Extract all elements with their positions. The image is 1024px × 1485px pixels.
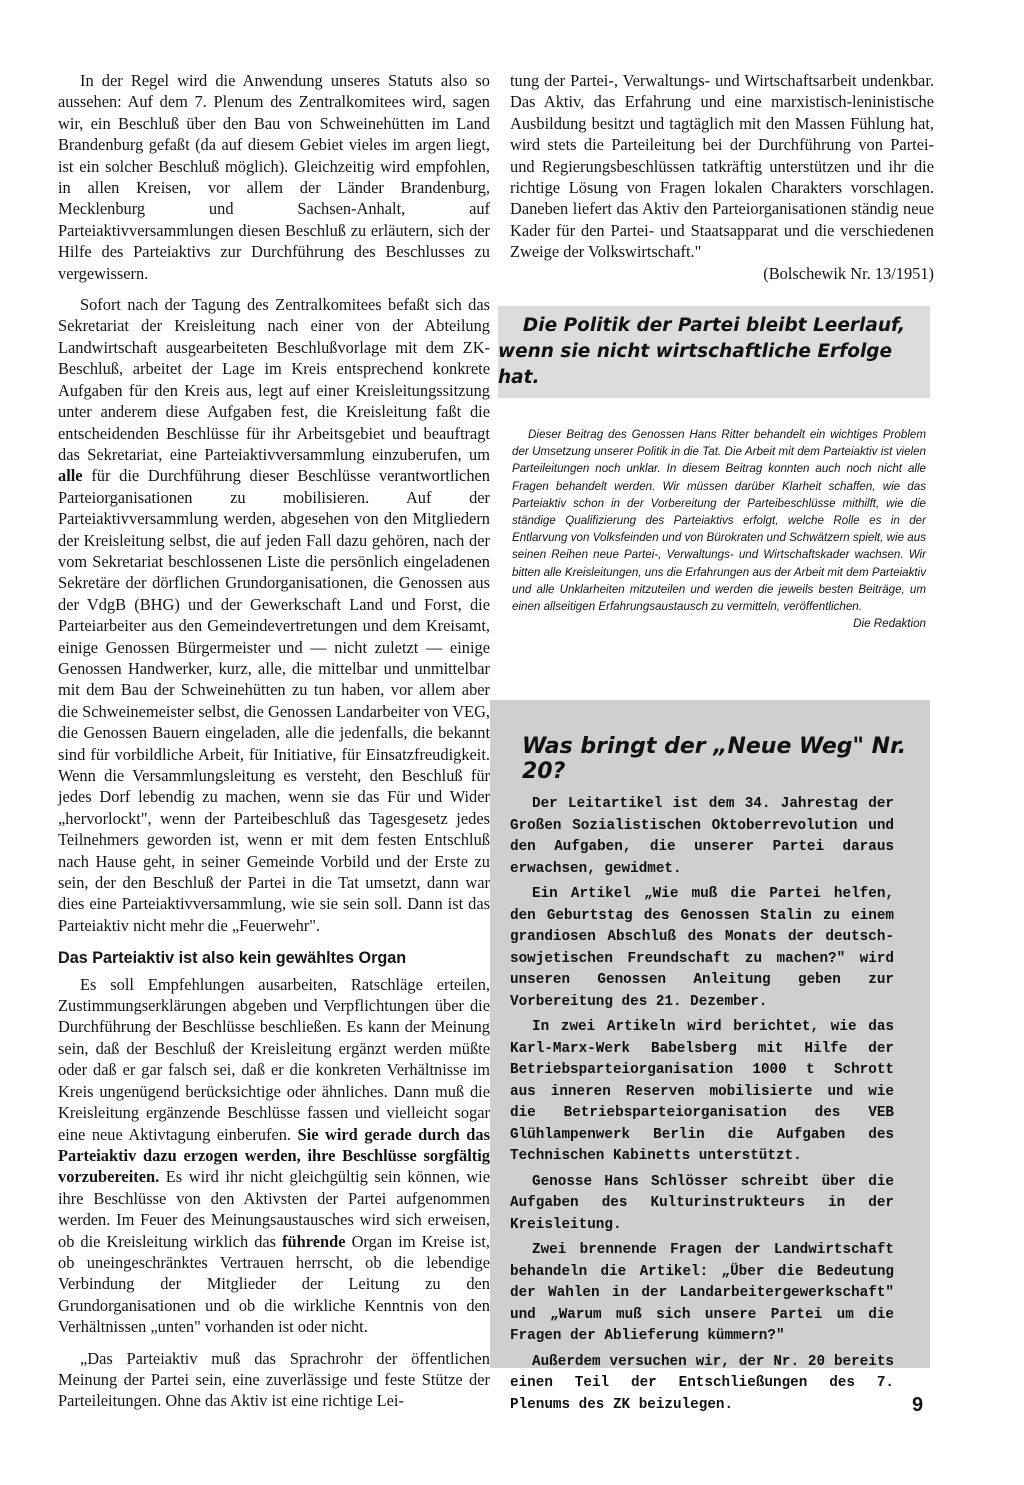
next-issue-item: Ein Artikel „Wie muß die Partei helfen, den Geburtstag des Genossen Stalin zu einem grandiosen Abschluß des Monats der deutsch-sowjetischen Freundschaft zu machen?" wird unseren Genossen Anleitung geben zur Vorbereitung des 21. Dezember.: [510, 886, 894, 1010]
left-column: [58, 70, 490, 1412]
next-issue-item: Außerdem versuchen wir, der Nr. 20 bereits einen Teil der Entschließungen des 7. Plenums des ZK beizulegen.: [510, 1353, 894, 1413]
headline-line-2: wenn sie nicht wirtschaftliche Erfolge hat.: [498, 341, 893, 388]
next-issue-item: Der Leitartikel ist dem 34. Jahrestag der Großen Sozialistischen Oktoberrevolution und den Aufgaben, die unserer Partei daraus erwachsen, gewidmet.: [510, 796, 894, 877]
paragraph-secretariat: [58, 294, 490, 936]
emphasis-text: führende: [282, 1231, 346, 1251]
right-column-top: [510, 70, 934, 284]
text-span: für die Durchführung dieser Beschlüsse verantwortlichen Parteiorganisationen zu mobilisieren. Auf der Parteiaktivversammlung werden, abgesehen von den Mitgliedern der Kreisleitung selbst, die auf jeden Fall dazu gehören, nach der vom Sekretariat beschlossenen Liste die persönlich eingeladenen Sekretäre der dörflichen Grundorganisationen, die Genossen aus der VdgB (BHG) und der Gewerkschaft Land und Forst, die Parteiarbeiter aus den Gemeindevertretungen und dem Kreisamt, einige Genossen Bürgermeister und — nicht zuletzt — einige Genossen Handwerker, kurz, alle, die mittelbar und unmittelbar mit dem Bau der Schweinehütten zu tun haben, vor allem aber die Schweinemeister selbst, die Genossen Landarbeiter von VEG, die Genossen Bauern eingeladen, alle die jedenfalls, die bekannt sind für vorbildliche Arbeit, für Initiative, für Einsatzfreudigkeit. Wenn die Versammlungsleitung es versteht, den Beschluß für jedes Dorf lebendig zu machen, wenn sie das Für und Wider „hervorlockt", wenn der Parteibeschluß das Tagesgesetz jedes Teilnehmers geworden ist, wenn er mit dem festen Entschluß nach Hause geht, in seiner Gemeinde Vorbild und der Erste zu sein, der den Beschluß der Partei in die Tat umsetzt, dann war dies eine Parteiaktivversammlung, wie sie sein soll. Dann ist das Parteiaktiv nicht mehr die „Feuerwehr".: [58, 466, 490, 935]
next-issue-text: [510, 794, 894, 1416]
headline-banner: [498, 306, 930, 398]
next-issue-title: Was bringt der „Neue Weg" Nr. 20?: [522, 734, 907, 784]
next-issue-item: Genosse Hans Schlösser schreibt über die Aufgaben des Kulturinstrukteurs in der Kreisleitung.: [510, 1173, 894, 1233]
paragraph-quote-start: „Das Parteiaktiv muß das Sprachrohr der öffentlichen Meinung der Partei sein, eine zuverlässige und feste Stütze der Parteileitungen. Ohne das Aktiv ist eine richtige Lei-: [58, 1348, 490, 1411]
next-issue-item: Zwei brennende Fragen der Landwirtschaft behandeln die Artikel: „Über die Bedeutung der Wahlen in der Landarbeitergewerkschaft" und „Warum muß sich unsere Partei um die Fragen der Ablieferung kümmern?": [510, 1242, 894, 1344]
emphasis-text: alle: [58, 466, 83, 486]
editorial-note: [512, 426, 926, 632]
headline-line-1: Die Politik der Partei bleibt Leerlauf,: [522, 315, 906, 336]
section-heading: Das Parteiaktiv ist also kein gewähltes Organ: [58, 949, 407, 968]
quote-citation: (Bolschewik Nr. 13/1951): [763, 263, 934, 283]
next-issue-box: [490, 700, 930, 1413]
paragraph-statute: In der Regel wird die Anwendung unseres Statuts also so aussehen: Auf dem 7. Plenum des Zentralkomitees wird, sagen wir, ein Beschluß über den Bau von Schweinehütten im Land Brandenburg gefaßt (da auf diesem Gebiet vieles im argen liegt, ist ein solcher Beschluß möglich). Gleichzeitig wird empfohlen, in allen Kreisen, vor allem der Länder Brandenburg, Mecklenburg und Sachsen-Anhalt, auf Parteiaktivversammlungen diesen Beschluß zu erläutern, sich der Hilfe des Parteiaktivs zur Durchführung des Beschlusses zu vergewissern.: [58, 71, 490, 283]
paragraph-recommendations: [58, 974, 490, 1338]
text-span: Es wird ihr nicht gleichgültig sein können, wie ihre Beschlüsse von den Aktivsten der Partei aufgenommen werden. Im Feuer des Meinungsaustausches wird sich erweisen, ob die Kreisleitung wirklich das: [58, 1167, 490, 1251]
editorial-signature: Die Redaktion: [853, 617, 926, 631]
next-issue-item: In zwei Artikeln wird berichtet, wie das Karl-Marx-Werk Babelsberg mit Hilfe der Betriebsparteiorganisation 1000 t Schrott aus inneren Reserven mobilisierte und wie die Betriebsparteiorganisation des VEB Glühlampenwerk Berlin die Aufgaben des Technischen Kabinetts unterstützt.: [510, 1019, 894, 1164]
page-number: 9: [912, 1394, 924, 1416]
text-span: Sofort nach der Tagung des Zentralkomitees befaßt sich das Sekretariat der Kreisleitung nach einer von der Abteilung Landwirtschaft ausgearbeiteten Beschlußvorlage mit dem ZK-Beschluß, arbeitet der Lage im Kreis entsprechend konkrete Aufgaben für den Kreis aus, legt auf einer Kreisleitungssitzung unter anderem diese Aufgaben fest, die Kreisleitung faßt die entscheidenden Beschlüsse für ihr Arbeitsgebiet und beauftragt das Sekretariat, eine Parteiaktivversammlung einzuberufen, um: [58, 295, 490, 464]
text-span: Organ im Kreise ist, ob uneingeschränktes Vertrauen herrscht, ob die lebendige Verbindung der Mitglieder der Leitung zu den Grundorganisationen und ob die wirkliche Kenntnis von den Verhältnissen „unten" vorhanden ist oder nicht.: [58, 1231, 490, 1337]
text-span: Es soll Empfehlungen ausarbeiten, Ratschläge erteilen, Zustimmungserklärungen abgeben und Verpflichtungen über die Durchführung der Beschlüsse beschließen. Es kann der Meinung sein, daß der Beschluß der Kreisleitung ergänzt werden müßte oder daß er gar falsch sei, daß er die konkreten Verhältnisse im Kreis ungenügend berücksichtige oder ähnliches. Dann muß die Kreisleitung ergänzende Beschlüsse fassen und vielleicht sogar eine neue Aktivtagung einberufen.: [58, 974, 490, 1144]
paragraph-quote-continued: tung der Partei-, Verwaltungs- und Wirtschaftsarbeit undenkbar. Das Aktiv, das Erfahrung und eine marxistisch-leninistische Ausbildung besitzt und tagtäglich mit den Massen Fühlung hat, wird stets die Parteileitung bei der Durchführung von Partei- und Regierungsbeschlüssen tatkräftig unterstützen und ihr die richtige Lösung von Fragen lokalen Charakters vorschlagen. Daneben liefert das Aktiv den Parteiorganisationen ständig neue Kader für den Partei- und Staatsapparat und die verschiedenen Zweige der Volkswirtschaft.": [510, 71, 934, 262]
emphasis-text: Sie wird gerade durch das Parteiaktiv dazu erzogen werden, ihre Beschlüsse sorgfältig vorzubereiten.: [58, 1124, 490, 1187]
editorial-note-text: Dieser Beitrag des Genossen Hans Ritter behandelt ein wichtiges Problem der Umsetzung unserer Politik in die Tat. Die Arbeit mit dem Parteiaktiv ist vielen Parteileitungen noch unklar. In diesem Beitrag konnten auch noch nicht alle Fragen behandelt werden. Wir müssen darüber Klarheit schaffen, wie das Parteiaktiv schon in der Vorbereitung der Parteibeschlüsse mithilft, wie die ständige Qualifizierung des Parteiaktivs erfolgt, welche Rolle es in der Entlarvung von Volksfeinden und von Bürokraten und Schwätzern spielt, wie aus seinen Reihen neue Partei-, Verwaltungs- und Wirtschaftskader wachsen. Wir bitten alle Kreisleitungen, uns die Erfahrungen aus der Arbeit mit dem Parteiaktiv und alle Unklarheiten mitzuteilen und werden die jeweils besten Beiträge, um einen allseitigen Erfahrungsaustausch zu vermitteln, veröffentlichen.: [512, 428, 926, 614]
